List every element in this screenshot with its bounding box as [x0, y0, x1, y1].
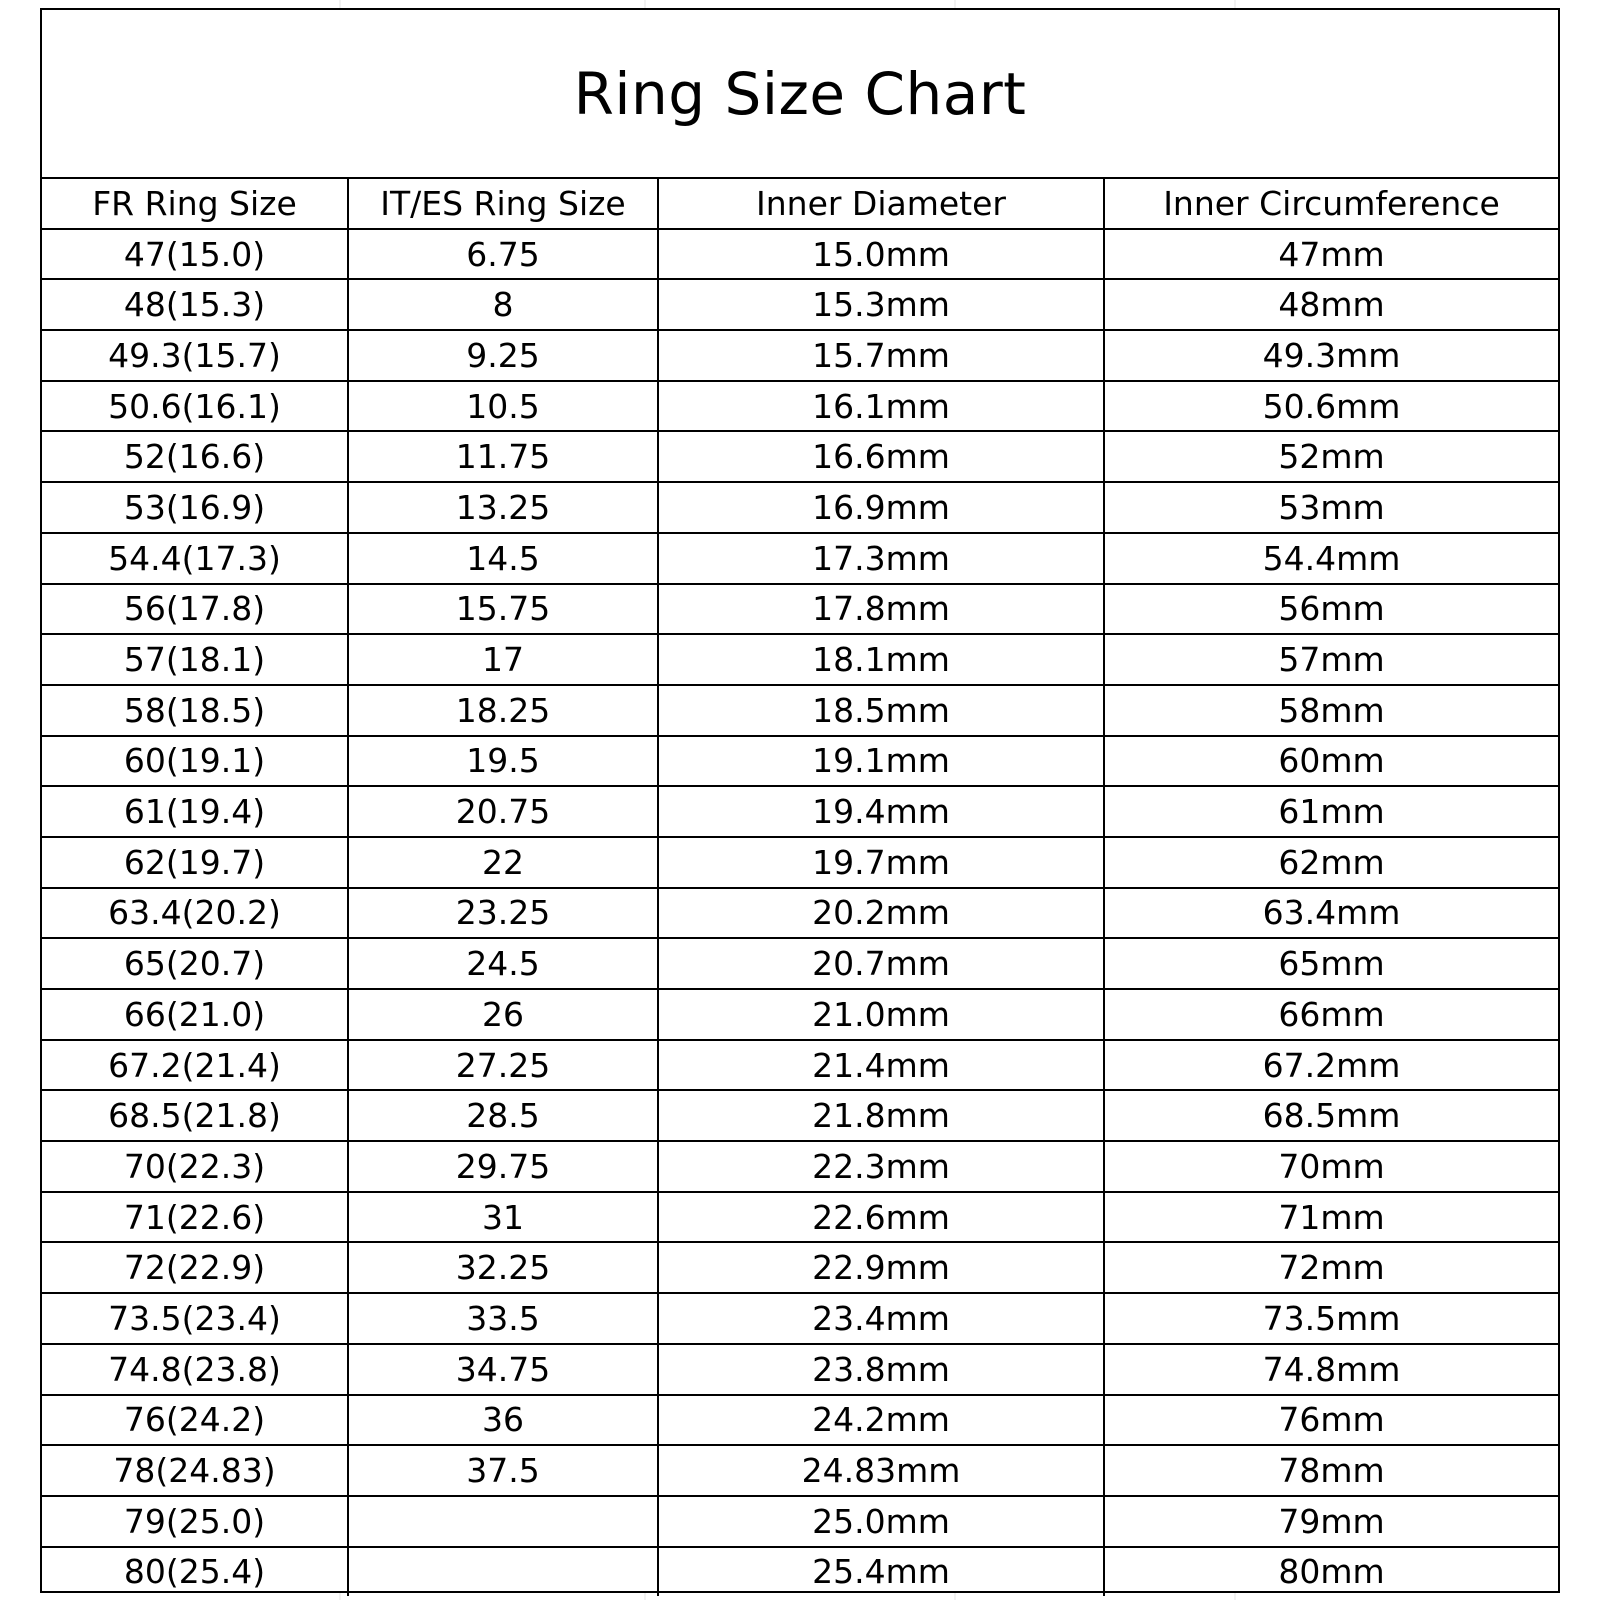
table-cell: 56mm	[1104, 584, 1558, 635]
table-row	[42, 888, 1558, 939]
table-cell: 80(25.4)	[42, 1547, 348, 1597]
table-cell: 78mm	[1104, 1445, 1558, 1496]
table-cell: 70mm	[1104, 1141, 1558, 1192]
table-row	[42, 279, 1558, 330]
table-cell: 14.5	[348, 533, 658, 584]
table-cell: 17	[348, 634, 658, 685]
table-cell: 47mm	[1104, 229, 1558, 280]
table-row	[42, 1547, 1558, 1597]
table-row	[42, 1040, 1558, 1091]
table-cell: 15.75	[348, 584, 658, 635]
table-row	[42, 229, 1558, 280]
table-cell: 11.75	[348, 431, 658, 482]
table-cell: 80mm	[1278, 1552, 1385, 1592]
header-row	[42, 179, 1558, 229]
table-cell: 23.8mm	[658, 1344, 1104, 1395]
ring-size-chart	[40, 8, 1560, 1593]
table-cell: 60mm	[1104, 736, 1558, 787]
table-row	[42, 533, 1558, 584]
table-cell: 10.5	[348, 381, 658, 432]
table-cell: 68.5(21.8)	[42, 1090, 348, 1141]
table-cell: 24.83mm	[658, 1445, 1104, 1496]
table-cell: 53mm	[1104, 482, 1558, 533]
table-row	[42, 837, 1558, 888]
table-cell: 23.25	[348, 888, 658, 939]
table-cell: 79(25.0)	[42, 1496, 348, 1547]
table-cell: 67.2(21.4)	[42, 1040, 348, 1091]
table-cell: 48(15.3)	[42, 279, 348, 330]
table-cell: 17.3mm	[658, 533, 1104, 584]
table-cell: 19.1mm	[658, 736, 1104, 787]
table-cell: 67.2mm	[1104, 1040, 1558, 1091]
table-cell: 20.7mm	[658, 938, 1104, 989]
table-cell: 27.25	[348, 1040, 658, 1091]
table-cell: 72(22.9)	[42, 1242, 348, 1293]
table-cell: 58mm	[1104, 685, 1558, 736]
table-cell: 63.4(20.2)	[42, 888, 348, 939]
table-cell: 49.3mm	[1104, 330, 1558, 381]
table-cell: 53(16.9)	[42, 482, 348, 533]
table-cell: 18.1mm	[658, 634, 1104, 685]
ring-size-table	[42, 179, 1558, 1596]
table-cell: 71(22.6)	[42, 1192, 348, 1243]
table-cell: 15.7mm	[658, 330, 1104, 381]
table-cell: 8	[348, 279, 658, 330]
table-row	[42, 1395, 1558, 1446]
table-cell: 66(21.0)	[42, 989, 348, 1040]
table-row	[42, 330, 1558, 381]
table-cell: 19.7mm	[658, 837, 1104, 888]
table-cell: 29.75	[348, 1141, 658, 1192]
table-row	[42, 989, 1558, 1040]
table-row	[42, 431, 1558, 482]
table-cell: 34.75	[348, 1344, 658, 1395]
table-row	[42, 736, 1558, 787]
table-cell: 63.4mm	[1104, 888, 1558, 939]
table-cell: 79mm	[1104, 1496, 1558, 1547]
table-cell	[348, 1547, 658, 1597]
table-cell: 76(24.2)	[42, 1395, 348, 1446]
table-row	[42, 1192, 1558, 1243]
column-header: Inner Diameter	[658, 179, 1104, 229]
table-cell: 61(19.4)	[42, 786, 348, 837]
table-row	[42, 482, 1558, 533]
table-cell: 25.4mm	[658, 1547, 1104, 1597]
table-row	[42, 786, 1558, 837]
table-cell: 18.5mm	[658, 685, 1104, 736]
table-cell: 54.4(17.3)	[42, 533, 348, 584]
table-row	[42, 1344, 1558, 1395]
table-cell: 65mm	[1104, 938, 1558, 989]
column-header: Inner Circumference	[1104, 179, 1558, 229]
table-row	[42, 685, 1558, 736]
column-header: FR Ring Size	[42, 179, 348, 229]
table-row	[42, 1293, 1558, 1344]
table-cell: 22.3mm	[658, 1141, 1104, 1192]
table-cell: 74.8mm	[1104, 1344, 1558, 1395]
table-row	[42, 634, 1558, 685]
table-cell: 78(24.83)	[42, 1445, 348, 1496]
table-cell: 20.2mm	[658, 888, 1104, 939]
table-cell: 76mm	[1104, 1395, 1558, 1446]
table-cell: 47(15.0)	[42, 229, 348, 280]
table-cell: 21.8mm	[658, 1090, 1104, 1141]
table-row	[42, 938, 1558, 989]
table-cell: 52mm	[1104, 431, 1558, 482]
table-cell: 16.9mm	[658, 482, 1104, 533]
table-cell: 31	[348, 1192, 658, 1243]
table-cell: 73.5(23.4)	[42, 1293, 348, 1344]
table-cell: 62mm	[1104, 837, 1558, 888]
table-cell: 15.3mm	[658, 279, 1104, 330]
chart-title: Ring Size Chart	[42, 10, 1558, 179]
table-cell	[348, 1496, 658, 1547]
table-cell: 60(19.1)	[42, 736, 348, 787]
table-cell: 52(16.6)	[42, 431, 348, 482]
table-cell: 28.5	[348, 1090, 658, 1141]
table-cell: 24.5	[348, 938, 658, 989]
table-cell: 6.75	[348, 229, 658, 280]
table-cell: 17.8mm	[658, 584, 1104, 635]
table-cell: 57mm	[1104, 634, 1558, 685]
table-cell: 21.4mm	[658, 1040, 1104, 1091]
table-cell: 13.25	[348, 482, 658, 533]
table-cell: 50.6(16.1)	[42, 381, 348, 432]
table-body	[42, 229, 1558, 1597]
table-cell: 50.6mm	[1104, 381, 1558, 432]
table-cell: 37.5	[348, 1445, 658, 1496]
table-cell: 23.4mm	[658, 1293, 1104, 1344]
table-cell: 72mm	[1104, 1242, 1558, 1293]
table-row	[42, 1242, 1558, 1293]
table-cell: 15.0mm	[658, 229, 1104, 280]
table-cell: 9.25	[348, 330, 658, 381]
table-cell: 58(18.5)	[42, 685, 348, 736]
table-cell: 21.0mm	[658, 989, 1104, 1040]
table-row	[42, 1496, 1558, 1547]
table-cell: 36	[348, 1395, 658, 1446]
table-cell: 70(22.3)	[42, 1141, 348, 1192]
table-cell: 57(18.1)	[42, 634, 348, 685]
table-cell: 48mm	[1104, 279, 1558, 330]
table-row	[42, 381, 1558, 432]
table-cell: 19.5	[348, 736, 658, 787]
table-cell: 73.5mm	[1104, 1293, 1558, 1344]
table-cell: 16.6mm	[658, 431, 1104, 482]
table-row	[42, 1141, 1558, 1192]
table-cell: 66mm	[1104, 989, 1558, 1040]
table-cell: 65(20.7)	[42, 938, 348, 989]
table-cell: 56(17.8)	[42, 584, 348, 635]
table-row	[42, 584, 1558, 635]
table-cell: 49.3(15.7)	[42, 330, 348, 381]
table-cell: 33.5	[348, 1293, 658, 1344]
table-cell: 25.0mm	[658, 1496, 1104, 1547]
table-cell: 22	[348, 837, 658, 888]
table-cell: 18.25	[348, 685, 658, 736]
table-cell: 19.4mm	[658, 786, 1104, 837]
table-cell: 54.4mm	[1104, 533, 1558, 584]
table-cell: 62(19.7)	[42, 837, 348, 888]
table-cell: 74.8(23.8)	[42, 1344, 348, 1395]
table-cell: 68.5mm	[1104, 1090, 1558, 1141]
table-row	[42, 1445, 1558, 1496]
table-cell: 16.1mm	[658, 381, 1104, 432]
table-cell: 24.2mm	[658, 1395, 1104, 1446]
table-cell: 20.75	[348, 786, 658, 837]
table-cell: 61mm	[1104, 786, 1558, 837]
table-cell: 71mm	[1104, 1192, 1558, 1243]
table-cell: 22.9mm	[658, 1242, 1104, 1293]
table-row	[42, 1090, 1558, 1141]
table-cell: 32.25	[348, 1242, 658, 1293]
column-header: IT/ES Ring Size	[348, 179, 658, 229]
table-cell: 22.6mm	[658, 1192, 1104, 1243]
table-cell: 26	[348, 989, 658, 1040]
